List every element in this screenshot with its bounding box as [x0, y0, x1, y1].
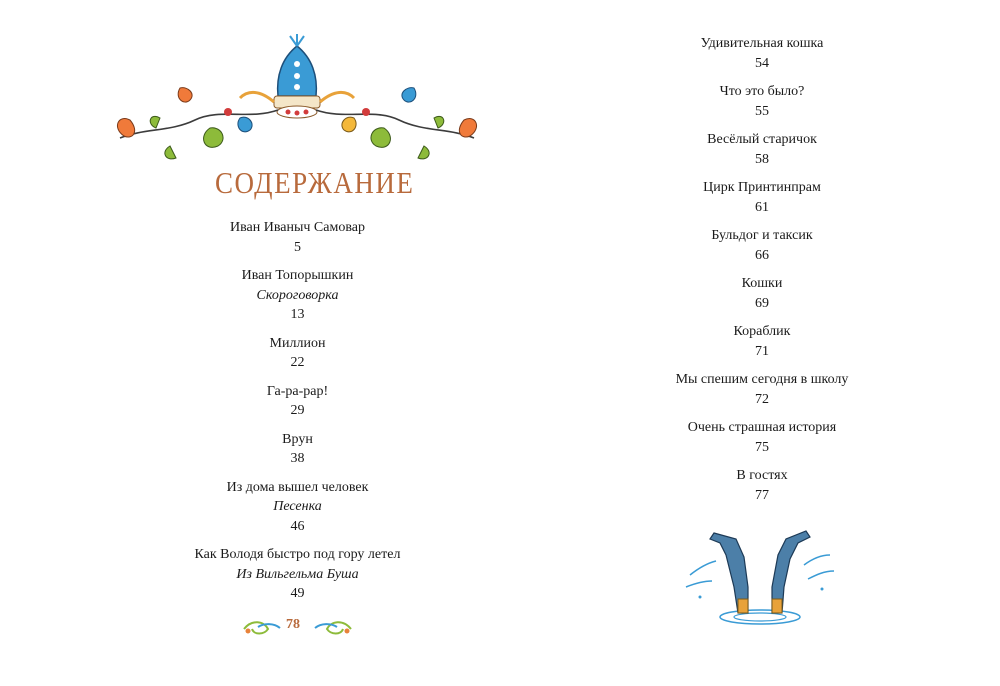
list-item[interactable] — [170, 266, 425, 325]
entry-title: Мы спешим сегодня в школу — [675, 372, 849, 387]
entry-title: Га-ра-рар! — [266, 383, 329, 399]
list-item[interactable] — [170, 545, 425, 604]
entry-page: 13 — [290, 307, 305, 322]
list-item[interactable] — [612, 130, 912, 169]
page-number: 78 — [286, 617, 300, 632]
list-item[interactable] — [170, 334, 425, 373]
list-item[interactable] — [170, 430, 425, 469]
list-item[interactable] — [170, 218, 425, 257]
entry-title: Что это было? — [719, 84, 805, 99]
legs-in-water-icon — [680, 525, 840, 635]
entry-page: 75 — [755, 439, 769, 455]
page-title: СОДЕРЖАНИЕ — [215, 166, 415, 200]
list-item[interactable] — [170, 382, 425, 421]
entry-page: 58 — [755, 151, 769, 167]
entry-subtitle: Скороговорка — [256, 287, 339, 303]
entry-title: Иван Топорышкин — [241, 268, 354, 283]
entry-title: Миллион — [269, 335, 326, 351]
entry-title: В гостях — [736, 468, 788, 483]
folk-floral-ornament-icon — [100, 28, 495, 168]
entry-title: Как Володя быстро под гору летел — [194, 547, 401, 562]
list-item[interactable] — [612, 466, 912, 505]
entry-subtitle: Из Вильгельма Буша — [236, 566, 359, 582]
entry-title: Очень страшная история — [687, 420, 837, 435]
entry-page: 54 — [755, 55, 769, 71]
list-item[interactable] — [612, 274, 912, 313]
entry-page: 38 — [290, 451, 305, 466]
entry-title: Весёлый старичок — [707, 132, 817, 147]
entry-title: Кошки — [741, 276, 783, 291]
entry-page: 71 — [755, 343, 769, 359]
entry-page: 72 — [755, 391, 769, 407]
entry-title: Цирк Принтинпрам — [703, 180, 821, 195]
list-item[interactable] — [612, 226, 912, 265]
entry-page: 49 — [290, 586, 305, 601]
entry-title: Кораблик — [733, 324, 791, 339]
entry-title: Бульдог и таксик — [711, 228, 813, 243]
entry-page: 66 — [755, 247, 769, 263]
entry-subtitle: Песенка — [273, 499, 322, 514]
entry-page: 55 — [755, 103, 769, 119]
list-item[interactable] — [612, 82, 912, 121]
entry-title: Из дома вышел человек — [226, 479, 369, 495]
toc-list — [170, 218, 425, 613]
list-item[interactable] — [612, 418, 912, 457]
entry-page: 29 — [290, 403, 305, 418]
entry-title: Иван Иваныч Самовар — [230, 220, 365, 235]
list-item[interactable] — [612, 370, 912, 409]
list-item[interactable] — [612, 178, 912, 217]
list-item[interactable] — [612, 322, 912, 361]
entry-page: 69 — [755, 295, 769, 311]
entry-title: Удивительная кошка — [700, 36, 824, 51]
entry-page: 22 — [290, 355, 305, 370]
toc-list-right — [612, 34, 912, 514]
list-item[interactable] — [612, 34, 912, 73]
entry-page: 77 — [755, 487, 769, 503]
entry-page: 46 — [290, 518, 305, 534]
entry-page: 61 — [755, 199, 769, 215]
list-item[interactable] — [170, 478, 425, 537]
entry-title: Врун — [282, 431, 313, 447]
entry-page: 5 — [294, 239, 301, 255]
